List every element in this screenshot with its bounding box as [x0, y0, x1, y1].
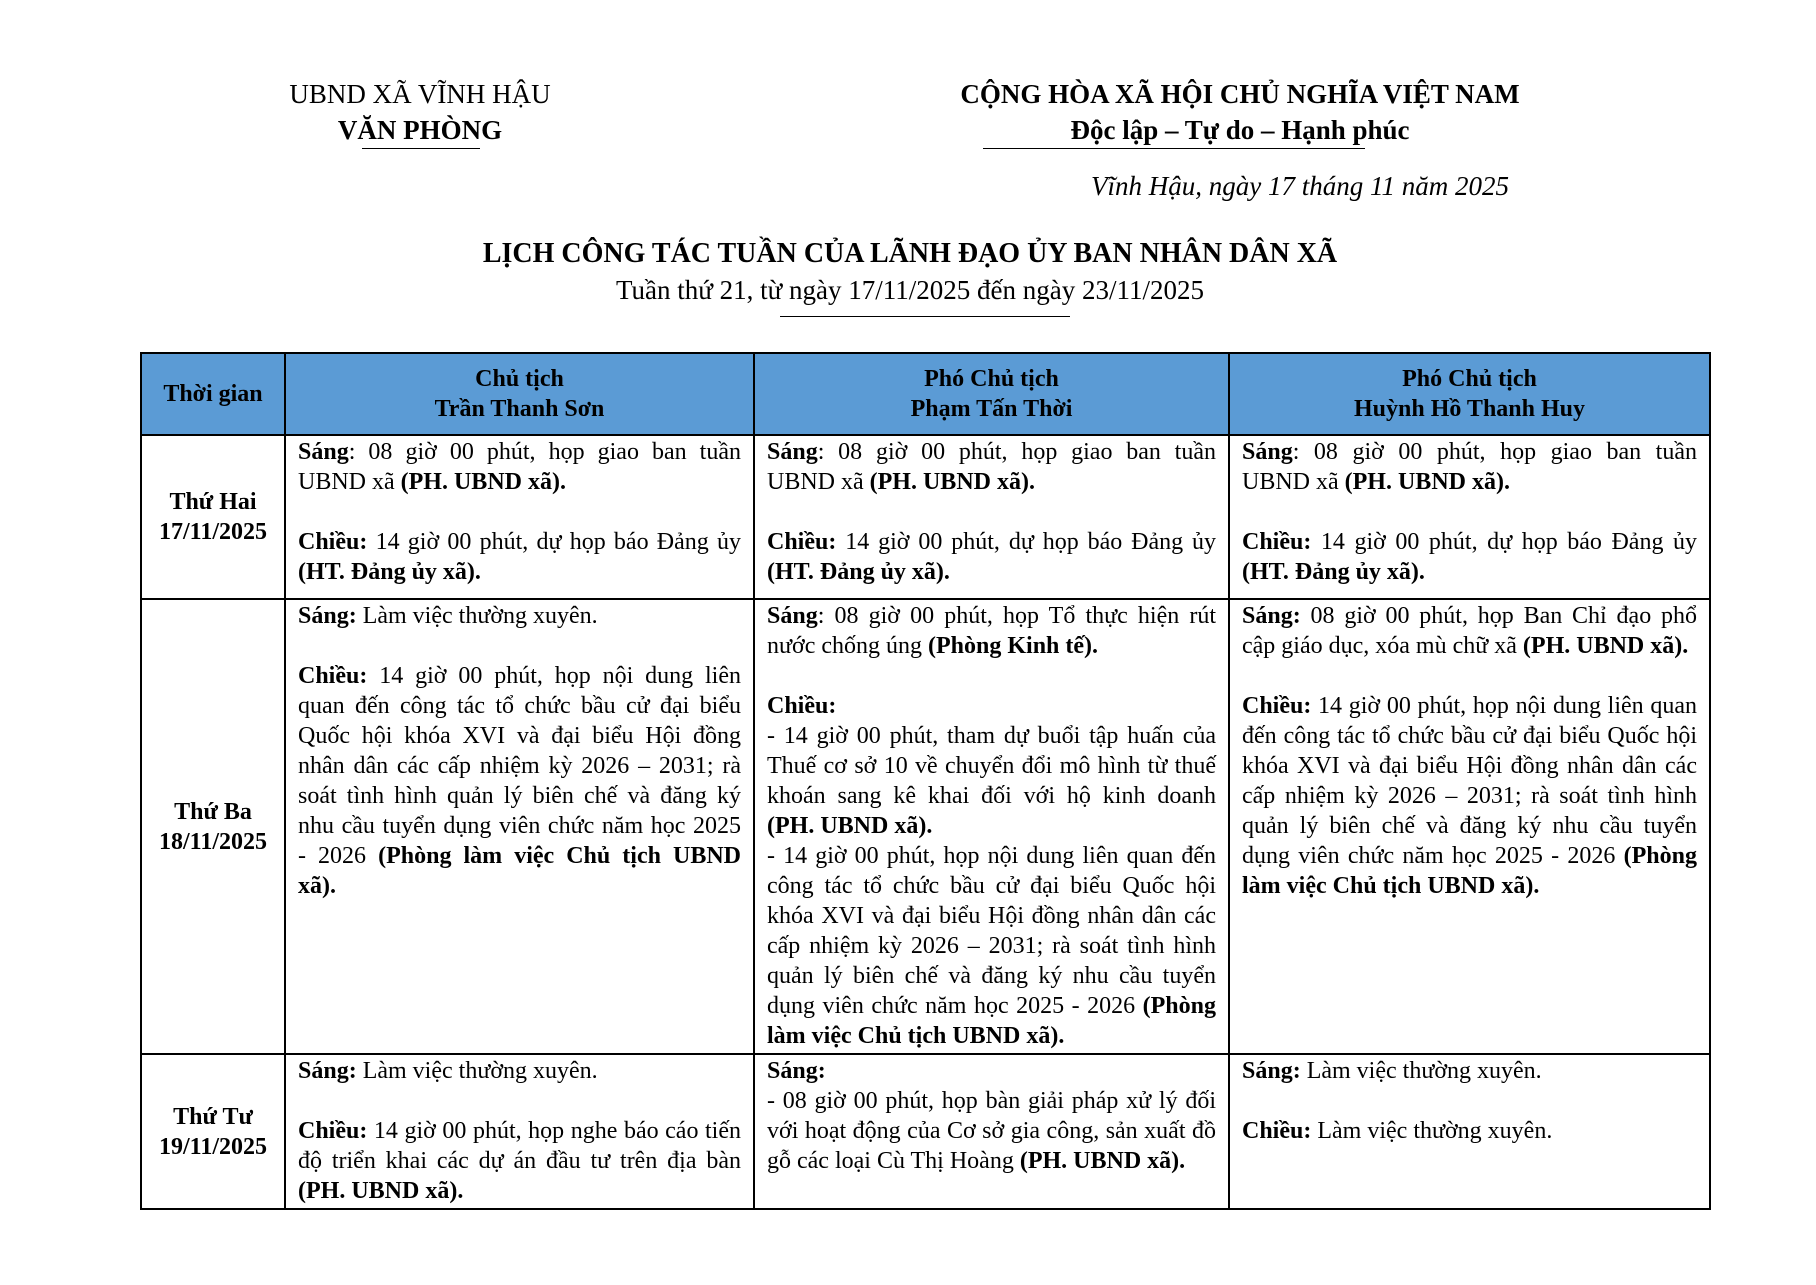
schedule-cell: [285, 599, 754, 1054]
day-date: 19/11/2025: [158, 1133, 267, 1160]
morning-label: Sáng: [767, 439, 818, 465]
morning-label: Sáng:: [298, 603, 357, 629]
entry-text: : 08 giờ 00 phút, họp giao ban tuần UBND xã: [767, 439, 1216, 495]
afternoon-label: Chiều:: [298, 663, 368, 689]
header-chairman-name: Trần Thanh Sơn: [434, 396, 605, 422]
entry-location: (PH. UBND xã).: [400, 469, 566, 495]
schedule-cell: [754, 1054, 1229, 1209]
entry-text: 14 giờ 00 phút, họp nội dung liên quan đến công tác tổ chức bầu cử đại biểu Quốc hội khóa XVI và đại biểu Hội đồng nhân dân các cấp nhiệm kỳ 2026 – 2031; rà soát tình hình quản lý biên chế và đăng ký nhu cầu tuyển dụng viên chức năm học 2025 - 2026: [1242, 693, 1697, 869]
entry-location: (Phòng làm việc Chủ tịch UBND xã).: [767, 993, 1216, 1049]
header-time: [141, 353, 285, 435]
table-row: [141, 599, 1710, 1054]
schedule-cell: [285, 1054, 754, 1209]
schedule-cell: [1229, 1054, 1710, 1209]
entry-text: - 14 giờ 00 phút, họp nội dung liên quan đến công tác tổ chức bầu cử đại biểu Quốc hội khóa XVI và đại biểu Hội đồng nhân dân các cấp nhiệm kỳ 2026 – 2031; rà soát tình hình quản lý biên chế và đăng ký nhu cầu tuyển dụng viên chức năm học 2025 - 2026: [767, 843, 1216, 1019]
header-vice-chairman-1: [754, 353, 1229, 435]
header-vice-chairman-1-name: Phạm Tấn Thời: [910, 396, 1073, 422]
entry-location: (PH. UBND xã).: [767, 813, 933, 839]
issue-date: Vĩnh Hậu, ngày 17 tháng 11 năm 2025: [1091, 171, 1509, 201]
morning-label: Sáng: [298, 439, 349, 465]
entry-location: (HT. Đảng ủy xã).: [298, 559, 481, 585]
commune-name: UBND XÃ VĨNH HẬU: [289, 79, 551, 109]
schedule-cell: [1229, 599, 1710, 1054]
afternoon-label: Chiều:: [1242, 1118, 1312, 1144]
morning-label: Sáng: [767, 603, 818, 629]
schedule-cell: [1229, 435, 1710, 599]
entry-location: (PH. UBND xã).: [1522, 633, 1689, 659]
schedule-cell: [285, 435, 754, 599]
day-date: 17/11/2025: [158, 519, 267, 545]
table-row: [141, 435, 1710, 599]
day-name: Thứ Tư: [173, 1103, 253, 1130]
schedule-cell: [754, 599, 1229, 1054]
document-title-block: [140, 236, 1680, 308]
header-vice-chairman-2: [1229, 353, 1710, 435]
header-chairman: [285, 353, 754, 435]
entry-location: (Phòng Kinh tế).: [928, 633, 1099, 659]
morning-label: Sáng:: [298, 1058, 357, 1084]
schedule-cell: [754, 435, 1229, 599]
day-name: Thứ Hai: [169, 489, 257, 515]
entry-location: (Phòng làm việc Chủ tịch UBND xã).: [1242, 843, 1697, 899]
entry-text: 14 giờ 00 phút, dự họp báo Đảng ủy: [836, 529, 1216, 555]
day-name: Thứ Ba: [174, 798, 252, 825]
entry-text: - 14 giờ 00 phút, tham dự buổi tập huấn của Thuế cơ sở 10 về chuyển đổi mô hình từ thuế khoán sang kê khai đối với hộ kinh doanh: [767, 723, 1216, 809]
entry-text: 08 giờ 00 phút, họp Ban Chỉ đạo phổ cập giáo dục, xóa mù chữ xã: [1242, 603, 1697, 659]
morning-label: Sáng:: [1242, 603, 1301, 629]
table-row: [141, 1054, 1710, 1209]
day-date: 18/11/2025: [158, 828, 267, 855]
document-title: LỊCH CÔNG TÁC TUẦN CỦA LÃNH ĐẠO ỦY BAN NHÂN DÂN XÃ: [482, 238, 1338, 269]
country-name: CỘNG HÒA XÃ HỘI CHỦ NGHĨA VIỆT NAM: [960, 79, 1520, 109]
national-header-block: [820, 76, 1660, 148]
entry-location: (PH. UBND xã).: [869, 469, 1035, 495]
header-vice-chairman-2-name: Huỳnh Hồ Thanh Huy: [1353, 396, 1585, 422]
header-time-label: Thời gian: [163, 381, 263, 407]
entry-text: : 08 giờ 00 phút, họp giao ban tuần UBND xã: [298, 439, 741, 495]
morning-label: Sáng: [1242, 439, 1293, 465]
header-vice-chairman-1-role: Phó Chủ tịch: [924, 366, 1059, 392]
entry-location: (PH. UBND xã).: [298, 1178, 464, 1204]
entry-text: 14 giờ 00 phút, dự họp báo Đảng ủy: [367, 529, 741, 555]
afternoon-label: Chiều:: [298, 529, 368, 555]
morning-label: Sáng:: [767, 1058, 826, 1084]
motto-underline: [983, 148, 1365, 149]
entry-text: Làm việc thường xuyên.: [356, 603, 598, 629]
table-header-row: [141, 353, 1710, 435]
entry-text: Làm việc thường xuyên.: [356, 1058, 598, 1084]
afternoon-label: Chiều:: [767, 693, 837, 719]
entry-text: 14 giờ 00 phút, họp nội dung liên quan đến công tác tổ chức bầu cử đại biểu Quốc hội khóa XVI và đại biểu Hội đồng nhân dân các cấp nhiệm kỳ 2026 – 2031; rà soát tình hình quản lý biên chế và đăng ký nhu cầu tuyển dụng viên chức năm học 2025 - 2026: [298, 663, 741, 869]
afternoon-label: Chiều:: [1242, 693, 1312, 719]
entry-text: : 08 giờ 00 phút, họp Tổ thực hiện rút nước chống úng: [767, 603, 1216, 659]
day-cell: [141, 1054, 285, 1209]
entry-location: (HT. Đảng ủy xã).: [1242, 559, 1425, 585]
issuing-office-block: [270, 76, 570, 148]
title-underline: [780, 316, 1070, 317]
entry-text: 14 giờ 00 phút, họp nghe báo cáo tiến độ triển khai các dự án đầu tư trên địa bàn: [298, 1118, 741, 1174]
office-name: VĂN PHÒNG: [337, 115, 503, 145]
afternoon-label: Chiều:: [1242, 529, 1312, 555]
afternoon-label: Chiều:: [298, 1118, 368, 1144]
national-motto: Độc lập – Tự do – Hạnh phúc: [1070, 115, 1410, 145]
weekly-schedule-table: [140, 352, 1711, 1210]
header-chairman-role: Chủ tịch: [475, 366, 564, 392]
day-cell: [141, 435, 285, 599]
entry-location: (PH. UBND xã).: [1344, 469, 1510, 495]
document-subtitle: Tuần thứ 21, từ ngày 17/11/2025 đến ngày 23/11/2025: [615, 275, 1204, 305]
header-vice-chairman-2-role: Phó Chủ tịch: [1402, 366, 1537, 392]
day-cell: [141, 599, 285, 1054]
entry-text: 14 giờ 00 phút, dự họp báo Đảng ủy: [1311, 529, 1697, 555]
afternoon-label: Chiều:: [767, 529, 837, 555]
entry-text: - 08 giờ 00 phút, họp bàn giải pháp xử lý đối với hoạt động của Cơ sở gia công, sản xuất đồ gỗ các loại Cù Thị Hoàng: [767, 1088, 1216, 1174]
entry-text: Làm việc thường xuyên.: [1311, 1118, 1553, 1144]
morning-label: Sáng:: [1242, 1058, 1301, 1084]
entry-location: (Phòng làm việc Chủ tịch UBND xã).: [298, 843, 741, 899]
entry-text: Làm việc thường xuyên.: [1300, 1058, 1542, 1084]
entry-location: (PH. UBND xã).: [1019, 1148, 1186, 1174]
entry-text: : 08 giờ 00 phút, họp giao ban tuần UBND xã: [1242, 439, 1697, 495]
office-underline: [362, 148, 480, 149]
entry-location: (HT. Đảng ủy xã).: [767, 559, 950, 585]
